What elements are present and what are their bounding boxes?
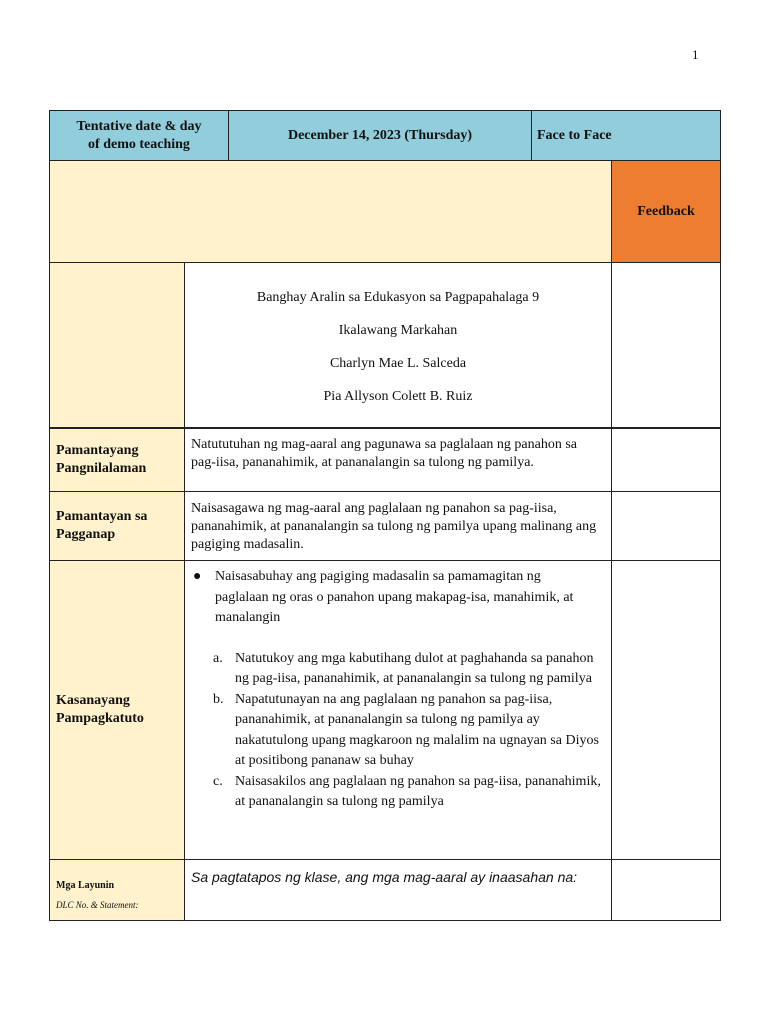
kasanayan-label-line2: Pampagkatuto xyxy=(56,711,144,726)
pagganap-label-line1: Pamantayan sa xyxy=(56,509,148,524)
author-1: Charlyn Mae L. Salceda xyxy=(329,356,467,371)
item-b-mark: b. xyxy=(213,691,224,707)
kasanayan-item-c xyxy=(213,772,605,813)
page-number: 1 xyxy=(692,47,699,62)
pangnilalaman-label xyxy=(49,427,184,491)
header-date-label-line1: Tentative date & day xyxy=(76,118,202,134)
item-c-text: Naisasakilos ang paglalaan ng panahon sa pag-iisa, pananahimik, at pananalangin sa tulong ng pamilya xyxy=(235,773,601,809)
kasanayan-label xyxy=(49,560,184,859)
feedback-header xyxy=(611,161,721,262)
layunin-label-text: Mga Layunin xyxy=(56,880,115,891)
pangnilalaman-text: Natututuhan ng mag-aaral ang pagunawa sa paglalaan ng panahon sa pag-iisa, pananahimik, at pananalangin sa tulong ng pamilya. xyxy=(184,427,611,491)
header-date-text: December 14, 2023 (Thursday) xyxy=(287,127,473,143)
header-mode xyxy=(531,110,721,161)
layunin-label xyxy=(49,859,184,921)
layunin-sublabel: DLC No. & Statement: xyxy=(56,900,139,910)
header-mode-text: Face to Face xyxy=(537,127,612,143)
title-block xyxy=(184,262,611,427)
kasanayan-bullet-text: Naisasabuhay ang pagiging madasalin sa pamamagitan ng paglalaan ng oras o panahon upang makapag-isa, manahimik, at manalangin xyxy=(215,569,574,625)
header-date xyxy=(228,110,531,161)
quarter: Ikalawang Markahan xyxy=(338,323,458,338)
pagganap-feedback xyxy=(611,491,721,560)
kasanayan-content xyxy=(184,560,611,859)
item-a-mark: a. xyxy=(213,650,223,666)
kasanayan-item-b xyxy=(213,690,605,772)
lesson-title: Banghay Aralin sa Edukasyon sa Pagpapahalaga 9 xyxy=(256,290,540,305)
cream-band xyxy=(49,161,611,262)
pangnilalaman-label-line1: Pamantayang xyxy=(56,443,139,458)
header-date-label xyxy=(49,110,228,161)
author-2: Pia Allyson Colett B. Ruiz xyxy=(323,389,473,404)
kasanayan-sublist xyxy=(189,649,605,813)
kasanayan-label-line1: Kasanayang xyxy=(56,693,130,708)
pangnilalaman-label-line2: Pangnilalaman xyxy=(56,461,147,476)
title-feedback-cell xyxy=(611,262,721,427)
feedback-label: Feedback xyxy=(637,203,695,219)
pagganap-label-line2: Pagganap xyxy=(56,527,116,542)
kasanayan-bullet-item xyxy=(189,567,605,629)
item-c-mark: c. xyxy=(213,773,223,789)
pagganap-label xyxy=(49,491,184,560)
title-label-cell xyxy=(49,262,184,427)
pangnilalaman-feedback xyxy=(611,427,721,491)
item-a-text: Natutukoy ang mga kabutihang dulot at paghahanda sa panahon ng pag-iisa, pananahimik, at pananalangin sa tulong ng pamilya xyxy=(235,650,594,686)
item-b-text: Napatutunayan na ang paglalaan ng panahon sa pag-iisa, pananahimik, at pananalangin sa tulong ng pamilya ay nakatutulong upang magkaroon ng malalim na ugnayan sa Diyos at positibong pananaw sa buhay xyxy=(235,691,599,768)
kasanayan-item-a xyxy=(213,649,605,690)
pagganap-text: Naisasagawa ng mag-aaral ang paglalaan ng panahon sa pag-iisa, pananahimik, at pananalangin sa tulong ng pamilya upang malinang ang pagiging madasalin. xyxy=(184,491,611,560)
header-date-label-line2: of demo teaching xyxy=(88,136,190,152)
bullet-icon: ● xyxy=(193,569,202,584)
layunin-feedback xyxy=(611,859,721,921)
layunin-text: Sa pagtatapos ng klase, ang mga mag-aaral ay inaasahan na: xyxy=(184,859,611,921)
kasanayan-feedback xyxy=(611,560,721,859)
